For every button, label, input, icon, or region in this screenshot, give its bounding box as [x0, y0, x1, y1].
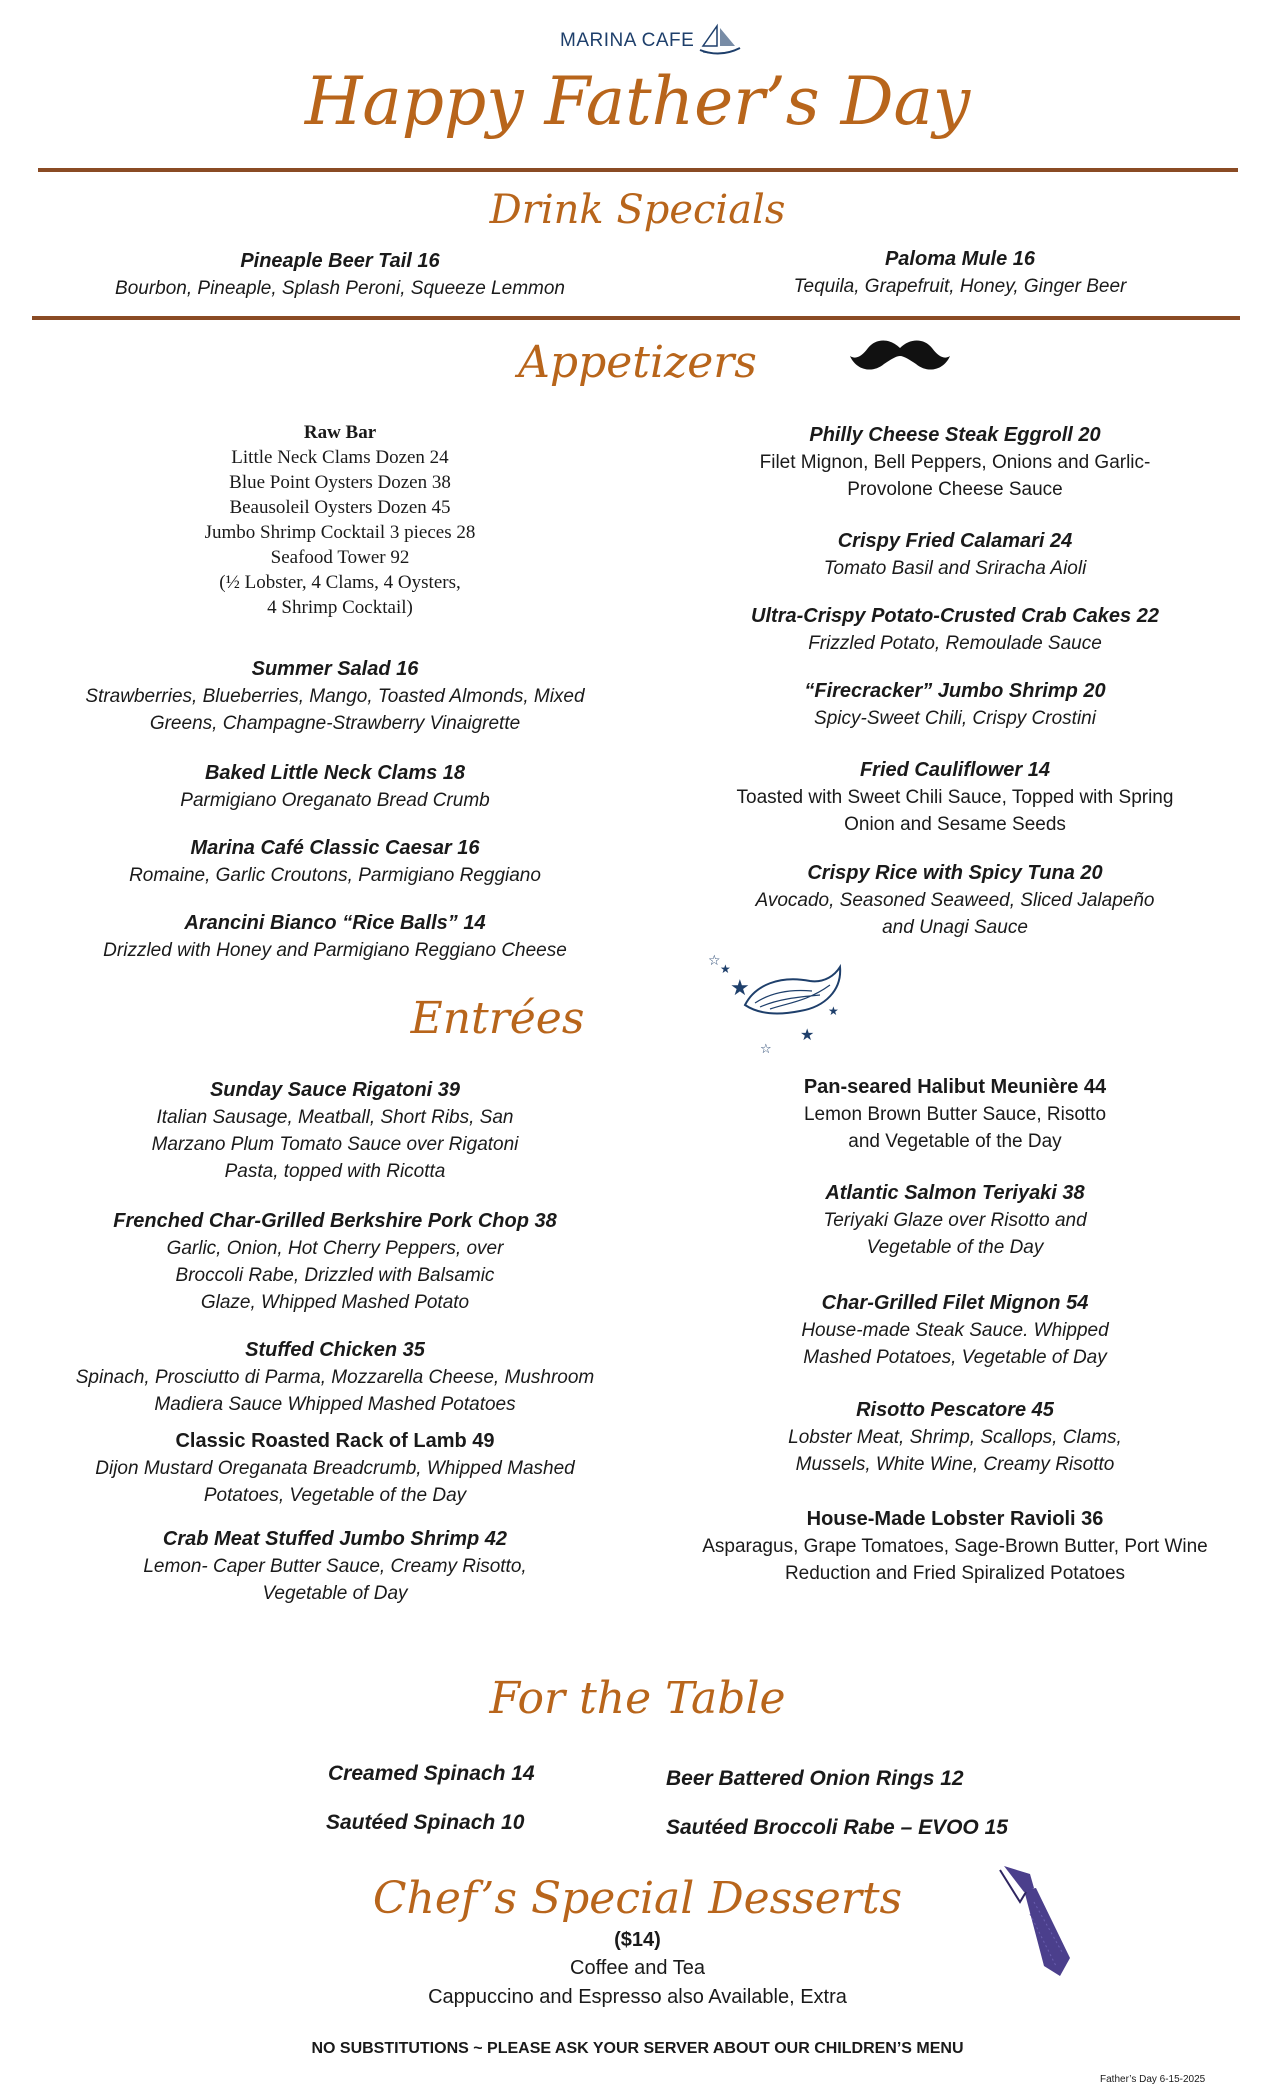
- item-name: House-Made Lobster Ravioli 36: [806, 1508, 1104, 1530]
- item-desc: Tomato Basil and Sriracha Aioli: [823, 558, 1087, 579]
- side-item: Sautéed Broccoli Rabe – EVOO 15: [666, 1816, 1008, 1839]
- mustache-icon: [850, 334, 950, 382]
- menu-item: [720, 528, 1190, 582]
- item-desc: Teriyaki Glaze over Risotto and Vegetable of the Day: [823, 1210, 1087, 1258]
- menu-item: [730, 1397, 1180, 1478]
- menu-item: [80, 1526, 590, 1607]
- item-name: Pan-seared Halibut Meunière 44: [803, 1076, 1107, 1098]
- item-desc: Lemon Brown Butter Sauce, Risotto and Vegetable of the Day: [803, 1104, 1107, 1152]
- menu-item: [720, 603, 1190, 657]
- menu-item: [80, 1428, 590, 1509]
- item-desc: Lobster Meat, Shrimp, Scallops, Clams, Mussels, White Wine, Creamy Risotto: [788, 1427, 1122, 1475]
- raw-bar: [130, 420, 550, 620]
- sailboat-icon: [695, 22, 745, 58]
- drink-name: Paloma Mule 16: [884, 248, 1036, 270]
- item-desc: Strawberries, Blueberries, Mango, Toasted Almonds, Mixed Greens, Champagne-Strawberry Vinaigrette: [85, 686, 585, 734]
- menu-item: [70, 910, 600, 964]
- item-name: Char-Grilled Filet Mignon 54: [821, 1292, 1089, 1314]
- item-name: Frenched Char-Grilled Berkshire Pork Chop 38: [113, 1210, 557, 1232]
- item-name: Crispy Rice with Spicy Tuna 20: [807, 862, 1103, 884]
- menu-item: [80, 656, 590, 737]
- menu-item: [720, 678, 1190, 732]
- item-desc: Italian Sausage, Meatball, Short Ribs, San Marzano Plum Tomato Sauce over Rigatoni Pasta, topped with Ricotta: [151, 1107, 519, 1182]
- dessert-line: Coffee and Tea: [570, 1957, 705, 1979]
- entrees-heading: Entrées: [410, 993, 585, 1044]
- item-desc: Dijon Mustard Oreganata Breadcrumb, Whipped Mashed Potatoes, Vegetable of the Day: [95, 1458, 575, 1506]
- raw-bar-line: 4 Shrimp Cocktail): [267, 597, 413, 618]
- item-name: Fried Cauliflower 14: [859, 759, 1051, 781]
- brand-logo: [560, 22, 760, 58]
- menu-item: [80, 760, 590, 814]
- svg-text:★: ★: [720, 962, 731, 976]
- item-desc: Garlic, Onion, Hot Cherry Peppers, over Broccoli Rabe, Drizzled with Balsamic Glaze, Whipped Mashed Potato: [166, 1238, 504, 1313]
- item-name: Baked Little Neck Clams 18: [204, 762, 466, 784]
- item-name: Classic Roasted Rack of Lamb 49: [175, 1430, 495, 1452]
- raw-bar-line: Little Neck Clams Dozen 24: [231, 447, 449, 468]
- side-item: Creamed Spinach 14: [328, 1762, 535, 1785]
- dessert-price: ($14): [614, 1929, 661, 1951]
- menu-item: [80, 1208, 590, 1316]
- side-item: Beer Battered Onion Rings 12: [666, 1767, 964, 1790]
- menu-item: [730, 1290, 1180, 1371]
- drink-desc: Tequila, Grapefruit, Honey, Ginger Beer: [793, 276, 1127, 297]
- raw-bar-line: Blue Point Oysters Dozen 38: [229, 472, 451, 493]
- item-name: “Firecracker” Jumbo Shrimp 20: [804, 680, 1106, 702]
- raw-bar-line: Seafood Tower 92: [270, 547, 410, 568]
- item-name: Risotto Pescatore 45: [856, 1399, 1054, 1421]
- footer-date: Father’s Day 6-15-2025: [1100, 2074, 1206, 2085]
- item-name: Crispy Fried Calamari 24: [837, 530, 1073, 552]
- item-name: Philly Cheese Steak Eggroll 20: [809, 424, 1101, 446]
- side-item: Sautéed Spinach 10: [326, 1811, 525, 1834]
- item-desc: Drizzled with Honey and Parmigiano Reggiano Cheese: [103, 940, 567, 961]
- item-desc: Asparagus, Grape Tomatoes, Sage-Brown Butter, Port Wine Reduction and Fried Spiralized Potatoes: [702, 1536, 1208, 1584]
- item-desc: Romaine, Garlic Croutons, Parmigiano Reggiano: [129, 865, 541, 886]
- item-desc: Toasted with Sweet Chili Sauce, Topped with Spring Onion and Sesame Seeds: [736, 787, 1174, 835]
- menu-item: [730, 1180, 1180, 1261]
- item-desc: Spinach, Prosciutto di Parma, Mozzarella Cheese, Mushroom Madiera Sauce Whipped Mashed Potatoes: [75, 1367, 595, 1415]
- item-name: Arancini Bianco “Rice Balls” 14: [184, 912, 486, 934]
- raw-bar-title: Raw Bar: [303, 422, 377, 443]
- menu-item: [720, 422, 1190, 503]
- item-desc: Filet Mignon, Bell Peppers, Onions and Garlic-Provolone Cheese Sauce: [759, 452, 1151, 500]
- drink-desc: Bourbon, Pineaple, Splash Peroni, Squeeze Lemmon: [115, 278, 565, 299]
- brand-name: MARINA CAFE: [560, 30, 695, 51]
- item-name: Summer Salad 16: [251, 658, 419, 680]
- menu-item: [700, 1506, 1210, 1587]
- item-name: Stuffed Chicken 35: [245, 1339, 425, 1361]
- svg-text:☆: ☆: [760, 1042, 772, 1055]
- svg-text:☆: ☆: [708, 953, 721, 969]
- item-desc: Spicy-Sweet Chili, Crispy Crostini: [814, 708, 1096, 729]
- menu-item: [70, 1337, 600, 1418]
- dessert-line: Cappuccino and Espresso also Available, Extra: [428, 1986, 847, 2008]
- item-name: Atlantic Salmon Teriyaki 38: [825, 1182, 1085, 1204]
- item-name: Ultra-Crispy Potato-Crusted Crab Cakes 22: [751, 605, 1159, 627]
- item-desc: Frizzled Potato, Remoulade Sauce: [808, 633, 1102, 654]
- drink-name: Pineaple Beer Tail 16: [240, 250, 440, 272]
- desserts-heading: Chef’s Special Desserts: [372, 1873, 903, 1924]
- page-title: Happy Father’s Day: [304, 63, 971, 140]
- menu-item: [80, 835, 590, 889]
- menu-item: [80, 1077, 590, 1185]
- raw-bar-line: Jumbo Shrimp Cocktail 3 pieces 28: [204, 522, 476, 543]
- menu-item: [750, 860, 1160, 941]
- for-the-table-heading: For the Table: [489, 1673, 786, 1724]
- footer-note: NO SUBSTITUTIONS ~ PLEASE ASK YOUR SERVER ABOUT OUR CHILDREN’S MENU: [311, 2040, 964, 2057]
- drink-specials-heading: Drink Specials: [489, 187, 786, 233]
- item-desc: Parmigiano Oreganato Bread Crumb: [180, 790, 490, 811]
- item-desc: Avocado, Seasoned Seaweed, Sliced Jalapeño and Unagi Sauce: [755, 890, 1155, 938]
- svg-text:★: ★: [828, 1004, 839, 1018]
- item-desc: House-made Steak Sauce. Whipped Mashed Potatoes, Vegetable of Day: [801, 1320, 1109, 1368]
- menu-item: [720, 757, 1190, 838]
- menu-item: [730, 1074, 1180, 1155]
- divider-drinks: [32, 316, 1240, 320]
- appetizers-heading: Appetizers: [518, 337, 757, 388]
- raw-bar-line: Beausoleil Oysters Dozen 45: [229, 497, 451, 518]
- drink-item: [90, 248, 590, 302]
- divider-top: [38, 168, 1238, 172]
- svg-text:★: ★: [730, 976, 750, 1001]
- item-name: Marina Café Classic Caesar 16: [190, 837, 480, 859]
- item-name: Crab Meat Stuffed Jumbo Shrimp 42: [162, 1528, 508, 1550]
- svg-text:★: ★: [800, 1025, 815, 1044]
- item-name: Sunday Sauce Rigatoni 39: [209, 1079, 461, 1101]
- raw-bar-line: (½ Lobster, 4 Clams, 4 Oysters,: [219, 572, 461, 593]
- drink-item: [720, 246, 1200, 300]
- item-desc: Lemon- Caper Butter Sauce, Creamy Risotto, Vegetable of Day: [143, 1556, 527, 1604]
